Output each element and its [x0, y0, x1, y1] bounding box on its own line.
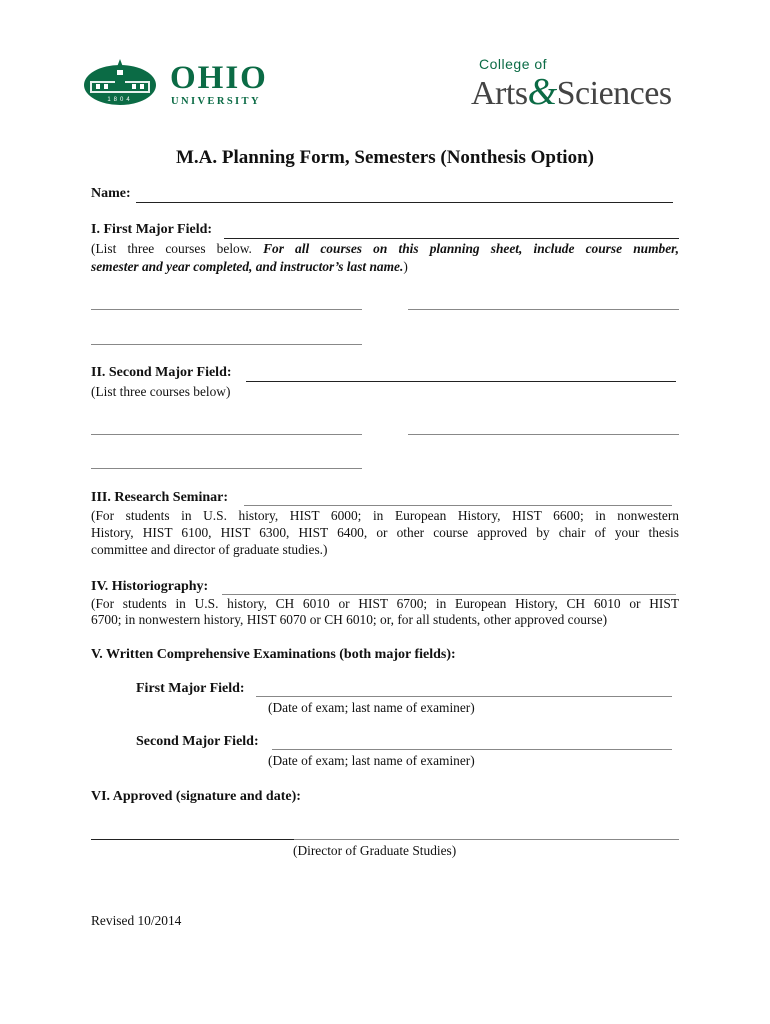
second-field-instruction: (List three courses below) — [91, 384, 231, 399]
exam-second-label: Second Major Field: — [136, 734, 259, 749]
historiography-line-2: 6700; in nonwestern history, HIST 6070 or CH 6010; or, for all students, other approved course) — [91, 612, 608, 627]
research-seminar-note — [91, 508, 679, 558]
first-course-2-field[interactable] — [408, 309, 679, 310]
exams-label: V. Written Comprehensive Examinations (both major fields): — [91, 647, 456, 662]
first-field-input[interactable] — [224, 238, 679, 239]
exam-first-field[interactable] — [256, 696, 672, 697]
second-field-input[interactable] — [246, 381, 676, 382]
historiography-note — [91, 596, 679, 628]
research-line-3: committee and director of graduate studies.) — [91, 542, 328, 557]
university-wordmark: UNIVERSITY — [171, 96, 261, 107]
approved-label: VI. Approved (signature and date): — [91, 789, 301, 804]
revised-date: Revised 10/2014 — [91, 913, 182, 928]
second-field-label: II. Second Major Field: — [91, 365, 232, 380]
exam-first-label: First Major Field: — [136, 681, 245, 696]
ohio-seal-icon — [82, 57, 162, 109]
first-field-label: I. First Major Field: — [91, 222, 213, 237]
historiography-line-1: (For students in U.S. history, CH 6010 or HIST 6700; in European History, CH 6010 or HIST — [91, 596, 679, 611]
instruction-plain: (List three courses below. — [91, 241, 252, 256]
first-course-3-field[interactable] — [91, 344, 362, 345]
director-note: (Director of Graduate Studies) — [293, 843, 457, 858]
first-field-instruction — [91, 241, 679, 257]
research-seminar-field[interactable] — [244, 505, 672, 506]
historiography-field[interactable] — [222, 594, 676, 595]
form-title: M.A. Planning Form, Semesters (Nonthesis Option) — [176, 147, 594, 168]
name-label: Name: — [91, 186, 131, 201]
research-seminar-label: III. Research Seminar: — [91, 490, 229, 505]
research-line-1: (For students in U.S. history, HIST 6000; in European History, HIST 6600; in nonwestern — [91, 508, 679, 523]
exam-second-field[interactable] — [272, 749, 672, 750]
svg-text:1804: 1804 — [107, 97, 133, 103]
second-course-1-field[interactable] — [91, 434, 362, 435]
second-course-3-field[interactable] — [91, 468, 362, 469]
first-field-instruction-cont — [91, 259, 408, 275]
date-field[interactable] — [294, 839, 679, 840]
instruction-italic-2: semester and year completed, and instructor’s last name. — [91, 259, 404, 274]
sciences-word: Sciences — [556, 75, 672, 112]
name-field[interactable] — [136, 202, 673, 203]
historiography-label: IV. Historiography: — [91, 579, 209, 594]
arts-word: Arts — [471, 75, 528, 112]
arts-sciences-wordmark — [471, 72, 672, 114]
exam-second-note: (Date of exam; last name of examiner) — [268, 753, 475, 768]
signature-field[interactable] — [91, 839, 294, 840]
instruction-end: ) — [403, 259, 408, 274]
first-course-1-field[interactable] — [91, 309, 362, 310]
research-line-2: History, HIST 6100, HIST 6300, HIST 6400, or other course approved by chair of your thesis — [91, 525, 679, 540]
ampersand: & — [527, 71, 557, 113]
second-course-2-field[interactable] — [408, 434, 679, 435]
college-of-label: College of — [479, 56, 548, 72]
instruction-italic-1: For all courses on this planning sheet, include course number, — [263, 241, 679, 256]
ohio-wordmark: OHIO — [170, 60, 268, 96]
exam-first-note: (Date of exam; last name of examiner) — [268, 700, 475, 715]
